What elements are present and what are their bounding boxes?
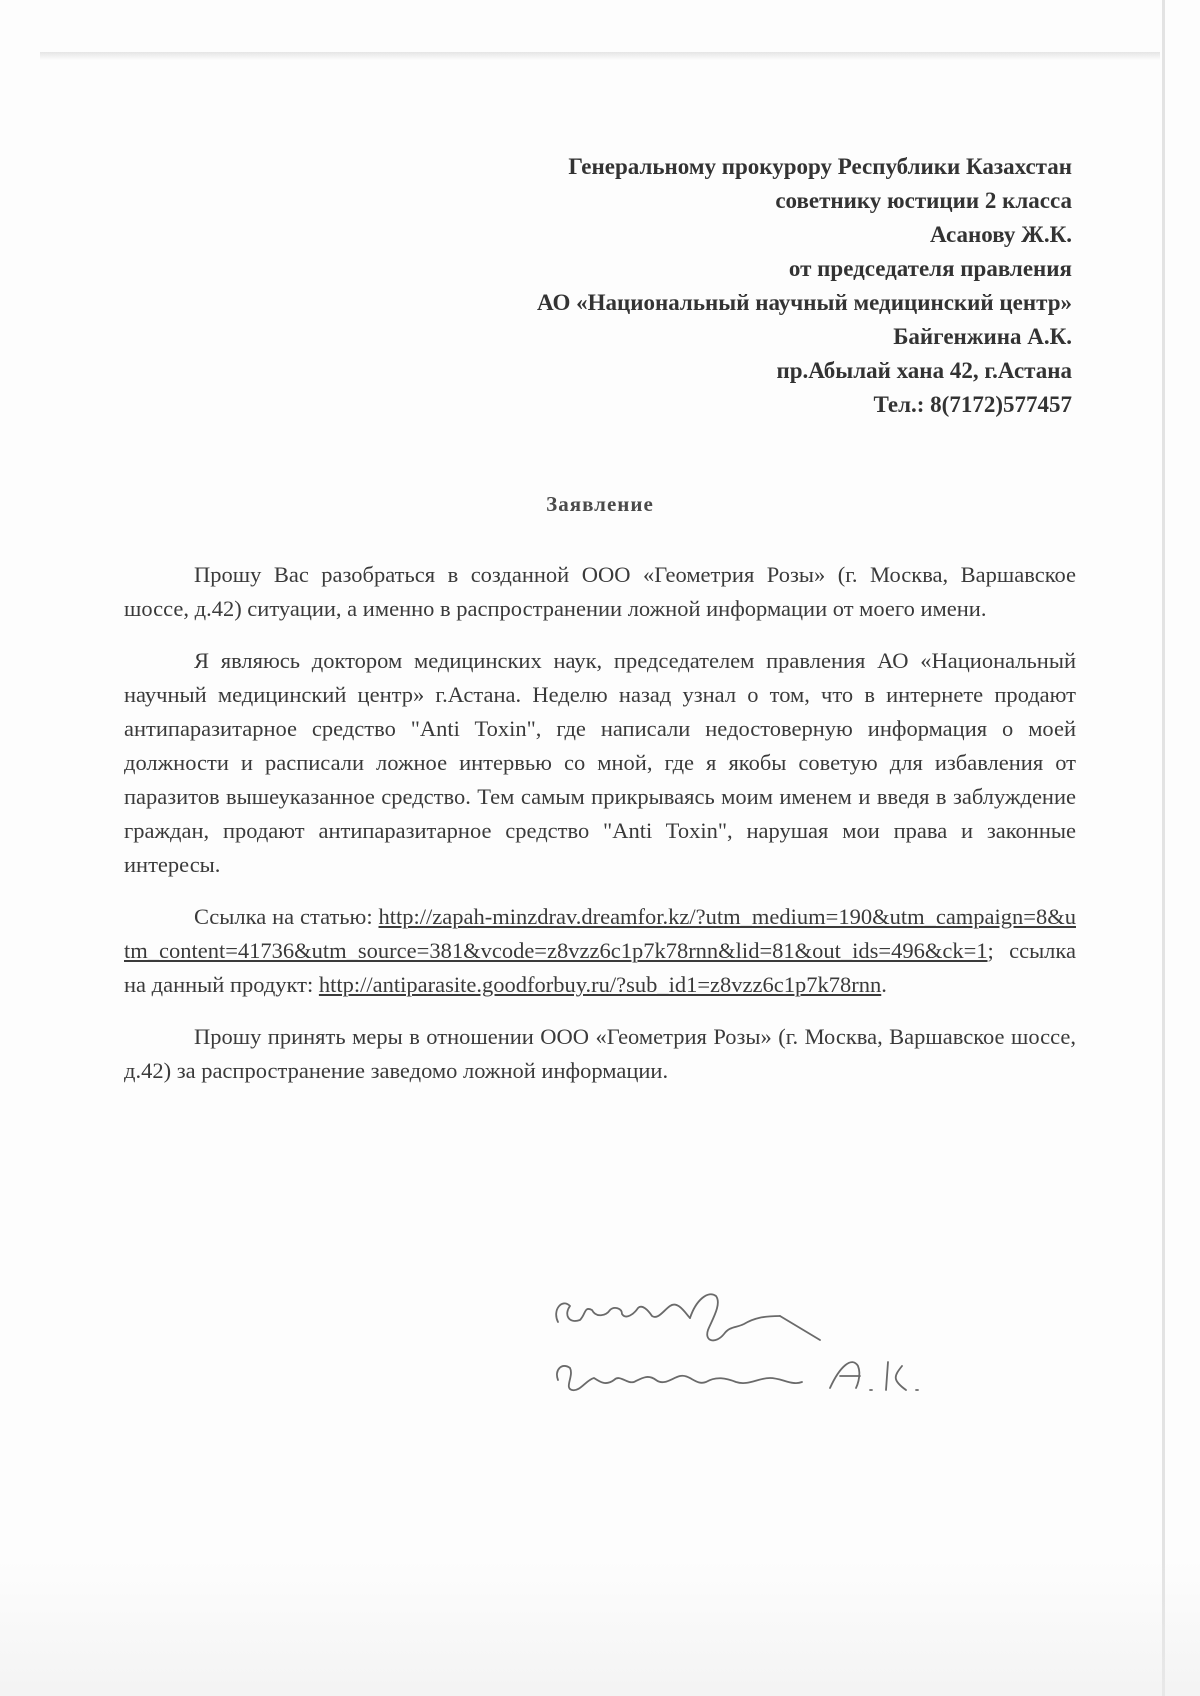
addressee-rank: советнику юстиции 2 класса [775, 188, 1072, 213]
document-body [124, 558, 1076, 1106]
scan-edge-right [1162, 0, 1165, 1696]
addressee-name: Асанову Ж.К. [929, 222, 1072, 247]
scan-edge-bottom [0, 1560, 1200, 1696]
product-link[interactable]: http://antiparasite.goodforbuy.ru/?sub_id1=z8vzz6c1p7k78rnn [318, 972, 882, 997]
sender-address: пр.Абылай хана 42, г.Астана [776, 358, 1072, 383]
paragraph-explanation: Я являюсь доктором медицинских наук, председателем правления АО «Национальный научный медицинский центр» г.Астана. Неделю назад узнал о том, что в интернете продают антипаразитарное средство "Anti Toxin", где написали недостоверную информация о моей должности и расписали ложное интервью со мной, где я якобы советую для избавления от паразитов вышеуказанное средство. Тем самым прикрываясь моим именем и введя в заблуждение граждан, продают антипаразитарное средство "Anti Toxin", нарушая мои права и законные интересы. [124, 648, 1076, 877]
article-link[interactable]: http://zapah-minzdrav.dreamfor.kz/?utm_medium=190&utm_campaign=8&utm_content=41736&utm_source=381&vcode=z8vzz6c1p7k78rnn&lid=81&out_ids=496&ck=1 [124, 904, 1076, 963]
paragraph-request: Прошу Вас разобраться в созданной ООО «Геометрия Розы» (г. Москва, Варшавское шоссе, д.42) ситуации, а именно в распространении ложной информации от моего имени. [124, 562, 1076, 621]
document-title: Заявление [546, 492, 654, 516]
product-link-label: ; ссылка на данный продукт: [124, 938, 1076, 997]
sender-organization: АО «Национальный научный медицинский центр» [536, 290, 1072, 315]
links-end: . [881, 972, 887, 997]
signature-block [540, 1270, 1010, 1420]
addressee-block [380, 150, 1072, 422]
paragraph-demand: Прошу принять меры в отношении ООО «Геометрия Розы» (г. Москва, Варшавское шоссе, д.42) за распространение заведомо ложной информации. [124, 1024, 1076, 1083]
paragraph-links [124, 900, 1076, 1002]
scan-edge-top [40, 52, 1160, 60]
addressee-recipient: Генеральному прокурору Республики Казахстан [568, 154, 1072, 179]
article-link-label: Ссылка на статью: [194, 904, 379, 929]
handwritten-signature [540, 1270, 1010, 1420]
sender-name: Байгенжина А.К. [893, 324, 1072, 349]
sender-position: от председателя правления [788, 256, 1072, 281]
sender-phone: Тел.: 8(7172)577457 [873, 392, 1072, 417]
